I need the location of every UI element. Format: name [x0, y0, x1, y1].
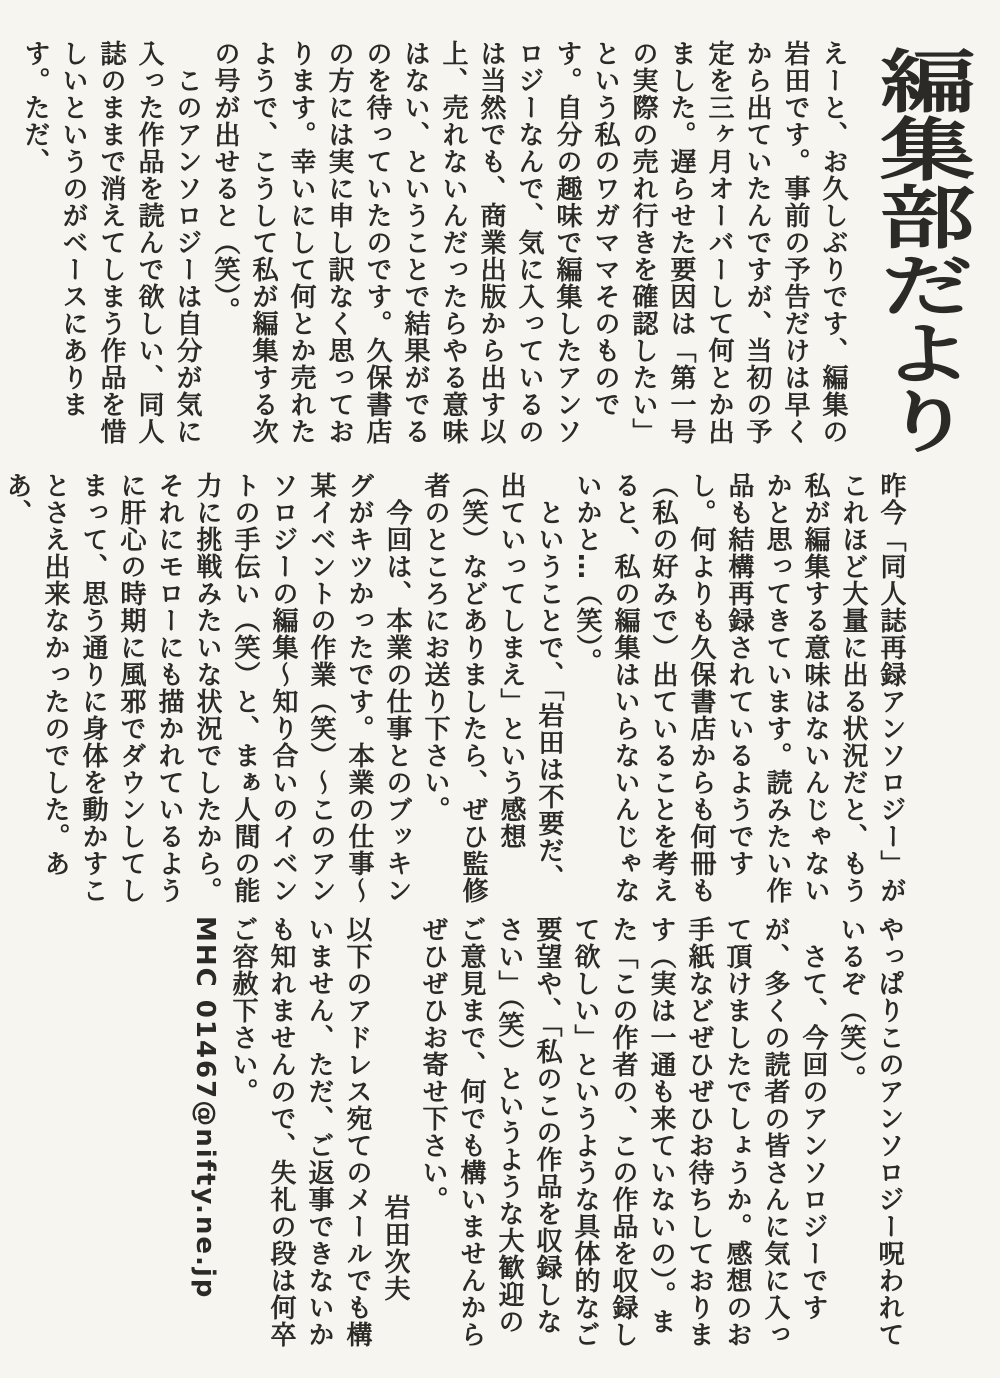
paragraph-feedback-request: ということで、「岩田は不要だ、出ていってしまえ」という感想（笑）などありましたら、ぜひ監修者のところにお送り下さい。	[420, 472, 564, 904]
paragraph-intro: えーと、お久しぶりです、編集の岩田です。事前の予告だけは早くから出ていたんですが、当初の予定を三ヶ月オーバーして何とか出ました。遅らせた要因は「第一号の実際の売れ行きを確認したい」という私のワガママそのものです。自分の趣味で編集したアンソロジーなんで、気に入っているのは当然でも、商業出版から出す以上、売れないんだったらやる意味はない、ということで結果がでるのを待っていたのです。久保書店の方には実に申し訳なく思っております。幸いにして何とか売れたようで、こうして私が編集する次の号が出せると（笑）。	[210, 40, 848, 445]
paragraph-reprint-situation: 昨今「同人誌再録アンソロジー」がこれほど大量に出る状況だと、もう私が編集する意味はないんじゃないかと思ってきています。読みたい作品も結構再録されているようですし。何よりも久保書店からも何冊も（私の好みで）出ていることを考えると、私の編集はいらないんじゃないかと…（笑）。	[572, 472, 906, 904]
paragraph-cursed: やっぱりこのアンソロジー呪われているぞ（笑）。	[836, 916, 904, 1348]
paragraph-concept: このアンソロジーは自分が気に入った作品を読んで欲しい、同人誌のままで消えてしまう作品を惜しいというのがベースにあります。ただ、	[20, 40, 202, 445]
paragraph-postscript: 以下のアドレス宛てのメールでも構いません、ただ、ご返事できないかも知れませんので、失礼の段は何卒ご容赦下さい。	[228, 916, 372, 1348]
paragraph-reader-letters: さて、今回のアンソロジーですが、多くの読者の皆さんに気に入って頂けましたでしょうか。感想のお手紙などぜひぜひお待ちしております（実は一通も来ていないの）。また「この作者の、この作品を収録して欲しい」というような具体的なご要望や、「私のこの作品を収録しなさい」（笑）というような大歓迎のご意見まで、何でも構いませんからぜひぜひお寄せ下さい。	[418, 916, 828, 1348]
email-address: MHC 01467@nifty.ne.jp	[190, 916, 220, 1300]
author-signature: 岩田次夫	[380, 1194, 410, 1302]
paragraph-busy-schedule: 今回は、本業の仕事とのブッキングがキツかったです。本業の仕事～某イベントの作業（笑）～このアンソロジーの編集～知り合いのイベントの手伝い（笑）と、まぁ人間の能力に挑戦みたいな状況でしたから。それにモローにも描かれているように肝心の時期に風邪でダウンしてしまって、思う通りに身体を動かすことさえ出来なかったのでした。ああ、	[2, 472, 412, 904]
text-band-bottom	[186, 916, 908, 1350]
text-band-top	[16, 40, 852, 470]
page-title: 編集部だより	[863, 46, 975, 454]
text-band-middle	[0, 472, 910, 906]
